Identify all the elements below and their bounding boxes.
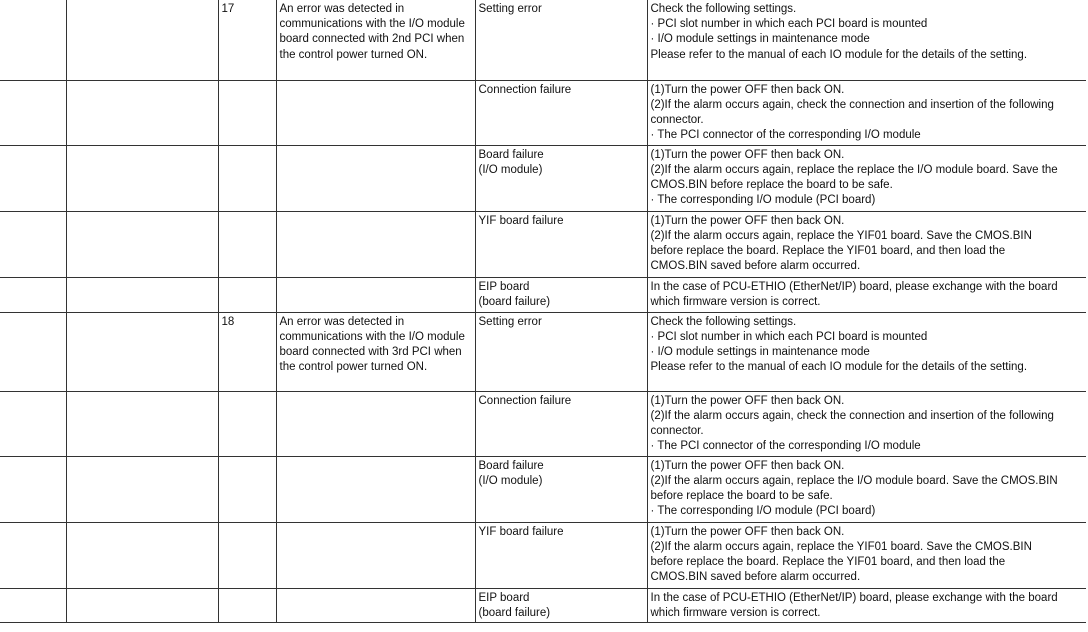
alarm-number-cell — [218, 456, 276, 522]
alarm-number-cell: 17 — [218, 0, 276, 80]
empty-cell — [0, 80, 66, 145]
error-type-line: YIF board failure — [478, 525, 564, 538]
remedy-line: CMOS.BIN before replace the board to be safe. — [650, 178, 893, 191]
empty-cell — [0, 456, 66, 522]
remedy-line: · The corresponding I/O module (PCI board) — [650, 194, 876, 207]
error-type-line: YIF board failure — [478, 214, 564, 227]
remedy-line: Check the following settings. — [650, 315, 797, 328]
error-type-line: (I/O module) — [478, 163, 543, 176]
remedy-line: (1)Turn the power OFF then back ON. — [650, 214, 845, 227]
remedy-line: In the case of PCU-ETHIO (EtherNet/IP) board, please exchange with the board — [650, 280, 1058, 293]
remedy-line: · PCI slot number in which each PCI board is mounted — [650, 330, 928, 343]
table-row — [0, 456, 1086, 522]
table-row — [0, 0, 1086, 80]
remedy-cell — [647, 312, 1086, 391]
error-type-line: (board failure) — [478, 606, 551, 619]
alarm-number-cell — [218, 588, 276, 622]
table-row — [0, 80, 1086, 145]
error-type-cell — [475, 312, 647, 391]
empty-cell — [0, 0, 66, 80]
remedy-line: Please refer to the manual of each IO module for the details of the setting. — [650, 361, 1028, 374]
table-row — [0, 312, 1086, 391]
remedy-line: (1)Turn the power OFF then back ON. — [650, 148, 845, 161]
empty-cell — [0, 588, 66, 622]
error-type-line: Board failure — [478, 459, 544, 472]
alarm-description-cell — [276, 588, 475, 622]
remedy-line: (1)Turn the power OFF then back ON. — [650, 83, 845, 96]
empty-cell — [66, 0, 218, 80]
remedy-cell — [647, 145, 1086, 211]
remedy-cell — [647, 80, 1086, 145]
error-type-cell — [475, 522, 647, 588]
remedy-line: (2)If the alarm occurs again, replace the YIF01 board. Save the CMOS.BIN — [650, 540, 1032, 553]
empty-cell — [0, 211, 66, 277]
alarm-description-cell: An error was detected in communications with the I/O module board connected with 2nd PCI when the control power turned ON. — [276, 0, 475, 80]
remedy-line: (1)Turn the power OFF then back ON. — [650, 394, 845, 407]
remedy-line: · The corresponding I/O module (PCI board) — [650, 505, 876, 518]
error-type-line: (I/O module) — [478, 474, 543, 487]
remedy-line: which firmware version is correct. — [650, 295, 821, 308]
error-type-line: Setting error — [478, 315, 542, 328]
remedy-line: Check the following settings. — [650, 3, 797, 15]
empty-cell — [66, 522, 218, 588]
remedy-line: connector. — [650, 113, 704, 126]
alarm-number-cell — [218, 391, 276, 456]
error-type-line: Setting error — [478, 3, 542, 15]
error-type-line: EIP board — [478, 280, 530, 293]
remedy-line: · The PCI connector of the corresponding I/O module — [650, 440, 921, 453]
empty-cell — [66, 456, 218, 522]
table-row — [0, 522, 1086, 588]
table-row — [0, 145, 1086, 211]
remedy-line: (2)If the alarm occurs again, check the connection and insertion of the following — [650, 98, 1054, 111]
empty-cell — [66, 211, 218, 277]
error-type-cell — [475, 277, 647, 312]
error-type-cell — [475, 456, 647, 522]
empty-cell — [66, 391, 218, 456]
remedy-cell — [647, 522, 1086, 588]
remedy-line: CMOS.BIN saved before alarm occurred. — [650, 260, 861, 273]
table-row — [0, 277, 1086, 312]
remedy-cell — [647, 391, 1086, 456]
remedy-cell — [647, 0, 1086, 80]
remedy-line: · PCI slot number in which each PCI board is mounted — [650, 18, 928, 31]
table-row — [0, 588, 1086, 622]
remedy-line: (1)Turn the power OFF then back ON. — [650, 459, 845, 472]
empty-cell — [66, 145, 218, 211]
remedy-line: (2)If the alarm occurs again, replace the I/O module board. Save the CMOS.BIN — [650, 474, 1058, 487]
remedy-line: · I/O module settings in maintenance mode — [650, 345, 870, 358]
alarm-description-cell: An error was detected in communications with the I/O module board connected with 3rd PCI when the control power turned ON. — [276, 312, 475, 391]
empty-cell — [66, 80, 218, 145]
error-type-line: EIP board — [478, 591, 530, 604]
alarm-description-cell — [276, 211, 475, 277]
alarm-number-cell — [218, 277, 276, 312]
empty-cell — [0, 312, 66, 391]
remedy-line: before replace the board. Replace the YIF01 board, and then load the — [650, 555, 1006, 568]
alarm-number-cell — [218, 522, 276, 588]
alarm-description-cell — [276, 277, 475, 312]
remedy-line: (2)If the alarm occurs again, check the connection and insertion of the following — [650, 409, 1054, 422]
remedy-line: CMOS.BIN saved before alarm occurred. — [650, 571, 861, 584]
error-type-cell — [475, 0, 647, 80]
remedy-line: connector. — [650, 424, 704, 437]
remedy-cell — [647, 211, 1086, 277]
remedy-line: · The PCI connector of the corresponding I/O module — [650, 129, 921, 142]
alarm-number-cell — [218, 80, 276, 145]
error-type-line: (board failure) — [478, 295, 551, 308]
empty-cell — [0, 145, 66, 211]
remedy-line: Please refer to the manual of each IO module for the details of the setting. — [650, 48, 1028, 61]
table-row — [0, 391, 1086, 456]
remedy-line: · I/O module settings in maintenance mode — [650, 33, 870, 46]
alarm-description-cell — [276, 456, 475, 522]
table-row — [0, 211, 1086, 277]
error-type-cell — [475, 391, 647, 456]
alarm-description-cell — [276, 145, 475, 211]
error-type-cell — [475, 588, 647, 622]
alarm-description-cell — [276, 522, 475, 588]
remedy-cell — [647, 277, 1086, 312]
remedy-line: before replace the board to be safe. — [650, 489, 833, 502]
error-type-cell — [475, 211, 647, 277]
alarm-number-cell: 18 — [218, 312, 276, 391]
error-type-cell — [475, 80, 647, 145]
empty-cell — [66, 588, 218, 622]
empty-cell — [0, 391, 66, 456]
alarm-description-cell — [276, 391, 475, 456]
remedy-cell — [647, 588, 1086, 622]
remedy-cell — [647, 456, 1086, 522]
remedy-line: (2)If the alarm occurs again, replace the YIF01 board. Save the CMOS.BIN — [650, 229, 1032, 242]
remedy-line: In the case of PCU-ETHIO (EtherNet/IP) board, please exchange with the board — [650, 591, 1058, 604]
error-type-line: Connection failure — [478, 394, 572, 407]
error-type-line: Connection failure — [478, 83, 572, 96]
error-type-line: Board failure — [478, 148, 544, 161]
alarm-description-cell — [276, 80, 475, 145]
error-type-cell — [475, 145, 647, 211]
empty-cell — [0, 277, 66, 312]
empty-cell — [0, 522, 66, 588]
empty-cell — [66, 312, 218, 391]
remedy-line: which firmware version is correct. — [650, 606, 821, 619]
remedy-line: before replace the board. Replace the YIF01 board, and then load the — [650, 244, 1006, 257]
empty-cell — [66, 277, 218, 312]
remedy-line: (2)If the alarm occurs again, replace the replace the I/O module board. Save the — [650, 163, 1058, 176]
alarm-number-cell — [218, 145, 276, 211]
remedy-line: (1)Turn the power OFF then back ON. — [650, 525, 845, 538]
alarm-number-cell — [218, 211, 276, 277]
